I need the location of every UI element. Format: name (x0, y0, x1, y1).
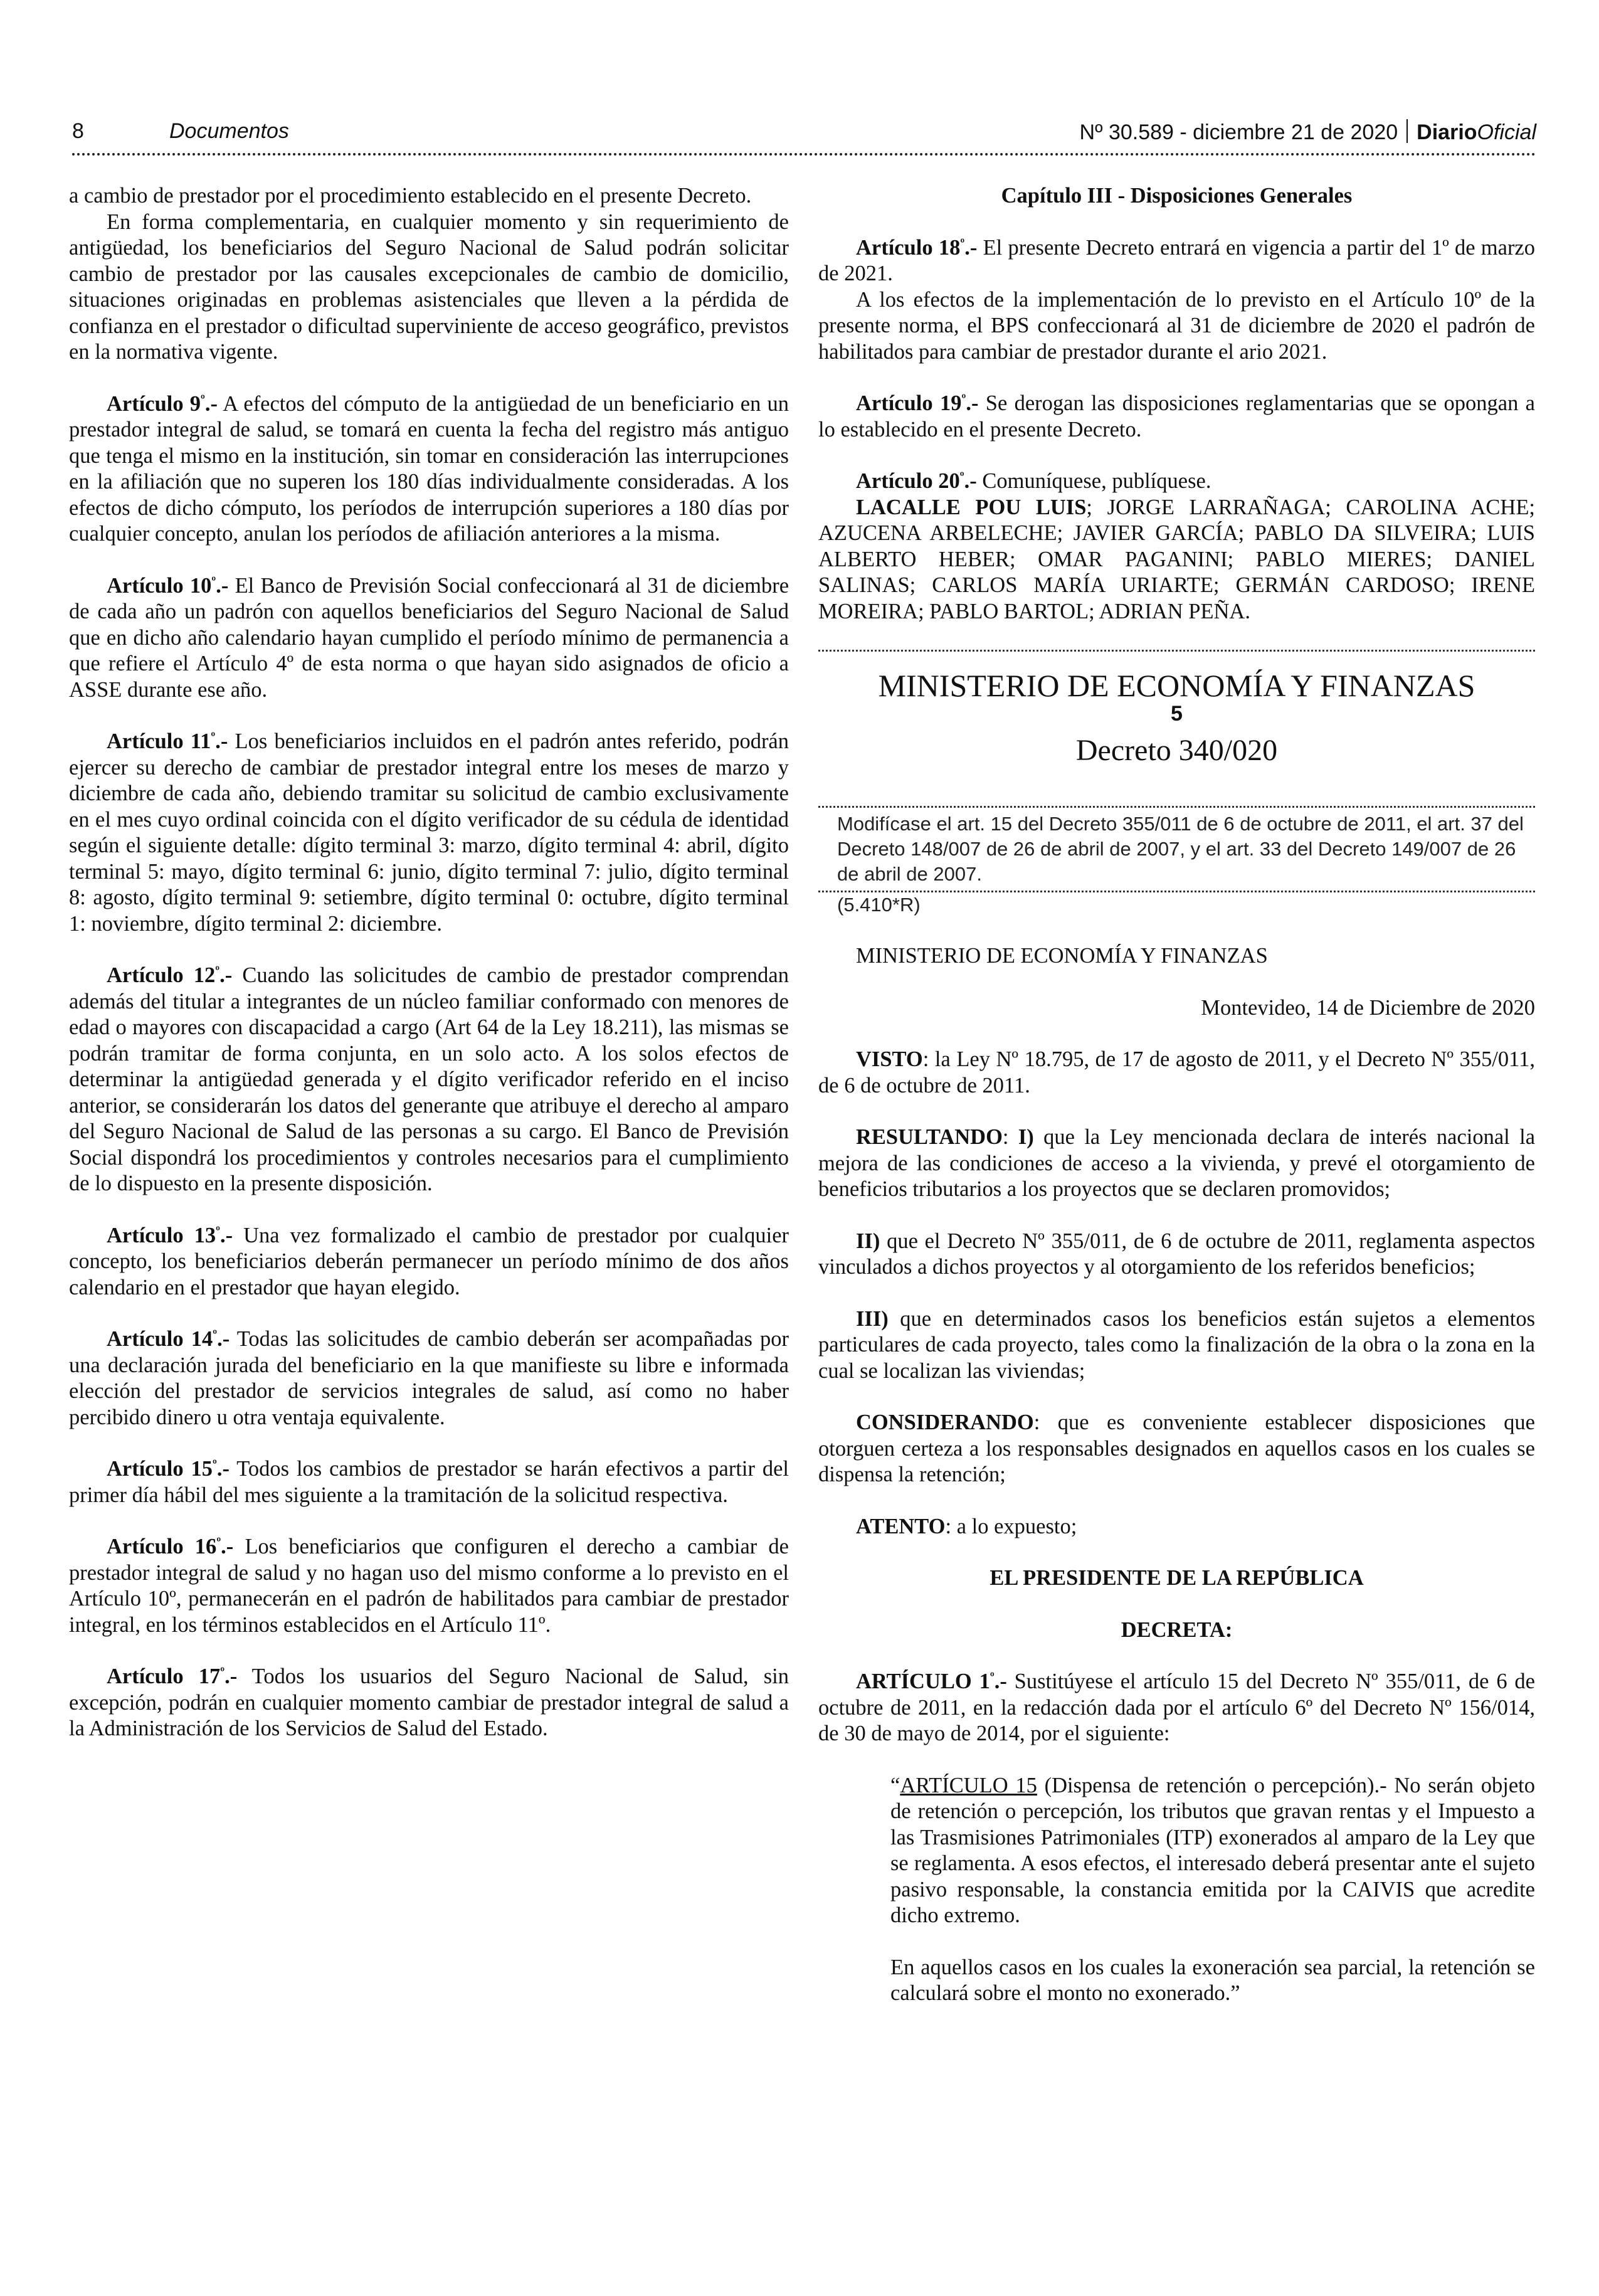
page-header (72, 119, 1536, 157)
signatures (818, 495, 1535, 625)
intro-paragraph: En forma complementaria, en cualquier momento y sin requerimiento de antigüedad, los beneficiarios del Seguro Nacional de Salud podrán solicitar cambio de prestador por las causales excepcionales de cambio de domicilio, situaciones originadas en problemas asistenciales que lleven a la pérdida de confianza en el prestador o dificultad superviniente de acceso geográfico, previstos en la normativa vigente. (69, 209, 789, 364)
article-label: Artículo $15^º.-$ (107, 1457, 230, 1481)
article-19: Artículo $19^º.-$ Se derogan las disposiciones reglamentarias que se opongan a lo establecido en el presente Decreto. (818, 391, 1535, 442)
article-label: Artículo $18^º.-$ (856, 235, 978, 260)
article-17: Artículo $17^º.-$ Todos los usuarios del Seguro Nacional de Salud, sin excepción, podrán en cualquier momento cambiar de prestador integral de salud a la Administración de los Servicios de Salud del Estado. (69, 1664, 789, 1740)
header-rule (72, 153, 1536, 156)
signature-list: ; JORGE LARRAÑAGA; CAROLINA ACHE; AZUCENA ARBELECHE; JAVIER GARCÍA; PABLO DA SILVEIRA; LUIS ALBERTO HEBER; OMAR PAGANINI; PABLO MIERES; DANIEL SALINAS; CARLOS MARÍA URIARTE; GERMÁN CARDOSO; IRENE MOREIRA; PABLO BARTOL; ADRIAN PEÑA. (818, 495, 1535, 623)
article-12: Artículo $12^º.-$ Cuando las solicitudes de cambio de prestador comprendan además del titular a integrantes de un núcleo familiar conformado con menores de edad o mayores con discapacidad a cargo (Art 64 de la Ley 18.211), las mismas se podrán tramitar de forma conjunta, en un solo acto. A los solos efectos de determinar la antigüedad generada y el dígito verificador referido en el inciso anterior, se considerarán los datos del generante que atribuye el derecho al amparo del Seguro Nacional de Salud de las personas a su cargo. El Banco de Previsión Social dispondrá los procedimientos y controles necesarios para el cumplimiento de lo dispuesto en la presente disposición. (69, 963, 789, 1195)
section-separator (818, 650, 1535, 652)
place-date: Montevideo, 14 de Diciembre de 2020 (1201, 995, 1535, 1020)
chapter-title: Capítulo III - Disposiciones Generales (1001, 184, 1353, 208)
resultando-ii: II) que el Decreto Nº 355/011, de 6 de octubre de 2011, reglamenta aspectos vinculados a dichos proyectos y al otorgamiento de los referidos beneficios; (818, 1229, 1535, 1279)
quoted-article-15: “ARTÍCULO 15 (Dispensa de retención o percepción).- No serán objeto de retención o percepción, los tributos que gravan rentas y el Impuesto a las Trasmisiones Patrimoniales (ITP) exonerados al amparo de la Ley que se reglamenta. A esos efectos, el interesado deberá presentar ante el sujeto pasivo responsable, la constancia emitida por la CAIVIS que acredite dicho extremo. (890, 1773, 1535, 1927)
article-label: Artículo $12^º.-$ (107, 963, 233, 987)
article-20: Artículo $20^º.-$ Comuníquese, publíquese. (856, 469, 1211, 493)
article-18: Artículo $18^º.-$ El presente Decreto entrará en vigencia a partir del 1º de marzo de 2021. (818, 235, 1535, 285)
decree-title: Decreto 340/020 (1075, 734, 1278, 767)
section-name: Documentos (169, 119, 289, 143)
article-label: Artículo $20^º.-$ (856, 469, 977, 493)
article-label: Artículo $13^º.-$ (107, 1223, 233, 1247)
brand-logo-bold: Diario (1417, 120, 1477, 144)
reference-code: (5.410*R) (837, 894, 921, 916)
decreta-heading: DECRETA: (1121, 1617, 1233, 1642)
item-number: 5 (1171, 702, 1183, 726)
considerando: CONSIDERANDO: que es conveniente establecer disposiciones que otorguen certeza a los responsables designados en aquellos casos en los cuales se dispensa la retención; (818, 1410, 1535, 1486)
article-label: Artículo $16^º.-$ (107, 1535, 234, 1558)
article-18-paragraph: A los efectos de la implementación de lo previsto en el Artículo 10º de la presente norma, el BPS confeccionará al 31 de diciembre de 2020 el padrón de habilitados para cambiar de prestador durante el ario 2021. (818, 287, 1535, 364)
decree-summary: Modifícase el art. 15 del Decreto 355/011 de 6 de octubre de 2011, el art. 37 del Decreto 148/007 de 26 de abril de 2007, y el art. 33 del Decreto 149/007 de 26 de abril de 2007. (837, 813, 1524, 885)
article-1: ARTÍCULO $1^º.-$ Sustitúyese el artículo 15 del Decreto Nº 355/011, de 6 de octubre de 2011, en la redacción dada por el artículo 6º del Decreto Nº 156/014, de 30 de mayo de 2014, por el siguiente: (818, 1669, 1535, 1745)
intro-line: a cambio de prestador por el procedimiento establecido en el presente Decreto. (69, 184, 752, 208)
article-10: Artículo $10^º.-$ El Banco de Previsión Social confeccionará al 31 de diciembre de cada año un padrón con aquellos beneficiarios del Seguro Nacional de Salud que en dicho año calendario hayan cumplido el período mínimo de permanencia a que refiere el Artículo 4º de esta norma o que hayan sido asignados de oficio a ASSE durante ese año. (69, 573, 789, 702)
left-column (69, 183, 789, 1742)
ministry-line: MINISTERIO DE ECONOMÍA Y FINANZAS (856, 944, 1268, 968)
visto: VISTO: la Ley Nº 18.795, de 17 de agosto de 2011, y el Decreto Nº 355/011, de 6 de octubre de 2011. (818, 1047, 1535, 1098)
right-column (818, 183, 1535, 2007)
article-label: Artículo $14^º.-$ (107, 1327, 230, 1351)
president-heading: EL PRESIDENTE DE LA REPÚBLICA (989, 1566, 1364, 1590)
header-divider (1406, 119, 1408, 143)
article-label: Artículo $17^º.-$ (107, 1664, 238, 1688)
article-11: Artículo $11^º.-$ Los beneficiarios incluidos en el padrón antes referido, podrán ejercer su derecho de cambiar de prestador integral entre los meses de marzo y diciembre de cada año, debiendo tramitar su solicitud de cambio exclusivamente en el mes cuyo ordinal coincida con el dígito verificador de su cédula de identidad según el siguiente detalle: dígito terminal 3: marzo, dígito terminal 4: abril, dígito terminal 5: mayo, dígito terminal 6: junio, dígito terminal 7: julio, dígito terminal 8: agosto, dígito terminal 9: setiembre, dígito terminal 0: octubre, dígito terminal 1: noviembre, dígito terminal 2: diciembre. (69, 729, 789, 936)
article-13: Artículo $13^º.-$ Una vez formalizado el cambio de prestador por cualquier concepto, los beneficiarios deberán permanecer un período mínimo de dos años calendario en el prestador que hayan elegido. (69, 1223, 789, 1299)
article-label: Artículo $9^º.-$ (107, 391, 218, 416)
article-label: Artículo $19^º.-$ (856, 391, 979, 415)
quoted-article-label: ARTÍCULO 15 (900, 1773, 1037, 1797)
page-number: 8 (72, 119, 84, 143)
signature-lead: LACALLE POU LUIS (856, 495, 1087, 519)
resultando-i: RESULTANDO: I) que la Ley mencionada declara de interés nacional la mejora de las condiciones de acceso a la vivienda, y prevé el otorgamiento de beneficios tributarios a los proyectos que se declaren promovidos; (818, 1125, 1536, 1201)
quoted-paragraph-2: En aquellos casos en los cuales la exoneración sea parcial, la retención se calculará sobre el monto no exonerado.” (890, 1955, 1535, 2005)
article-label: Artículo $11^º.-$ (107, 729, 228, 753)
issue-number-date: Nº 30.589 - diciembre 21 de 2020 (1079, 120, 1398, 144)
resultando-iii: III) que en determinados casos los beneficios están sujetos a elementos particulares de cada proyecto, tales como la finalización de la obra o la zona en la cual se localizan las viviendas; (818, 1306, 1535, 1383)
atento: ATENTO: a lo expuesto; (856, 1514, 1077, 1538)
article-label: Artículo $10^º.-$ (107, 573, 229, 598)
article-9: Artículo $9^º.-$ A efectos del cómputo de la antigüedad de un beneficiario en un prestador integral de salud, se tomará en cuenta la fecha del registro más antiguo que tenga el mismo en la institución, sin tomar en consideración las interrupciones en la afiliación que no superen los 180 días individualmente consideradas. A los efectos de dicho cómputo, los períodos de interrupción superiores a 180 días por cualquier concepto, anulan los períodos de afiliación anteriores a la misma. (69, 391, 789, 546)
issue-info (1080, 119, 1536, 145)
brand-logo-italic: Oficial (1477, 120, 1536, 144)
article-label: ARTÍCULO $1^º.-$ (856, 1669, 1007, 1693)
article-16: Artículo $16^º.-$ Los beneficiarios que configuren el derecho a cambiar de prestador integral de salud y no hagan uso del mismo conforme a lo previsto en el Artículo 10º, permanecerán en el padrón de habilitados para cambiar de prestador integral, en los términos establecidos en el Artículo 11º. (69, 1535, 789, 1637)
article-15: Artículo $15^º.-$ Todos los cambios de prestador se harán efectivos a partir del primer día hábil del mes siguiente a la tramitación de la solicitud respectiva. (69, 1457, 789, 1507)
ministry-heading: MINISTERIO DE ECONOMÍA Y FINANZAS (878, 668, 1475, 703)
article-14: Artículo $14^º.-$ Todas las solicitudes de cambio deberán ser acompañadas por una declaración jurada del beneficiario en la que manifieste su libre e informada elección del prestador de servicios integrales de salud, así como no haber percibido dinero u otra ventaja equivalente. (69, 1327, 789, 1429)
